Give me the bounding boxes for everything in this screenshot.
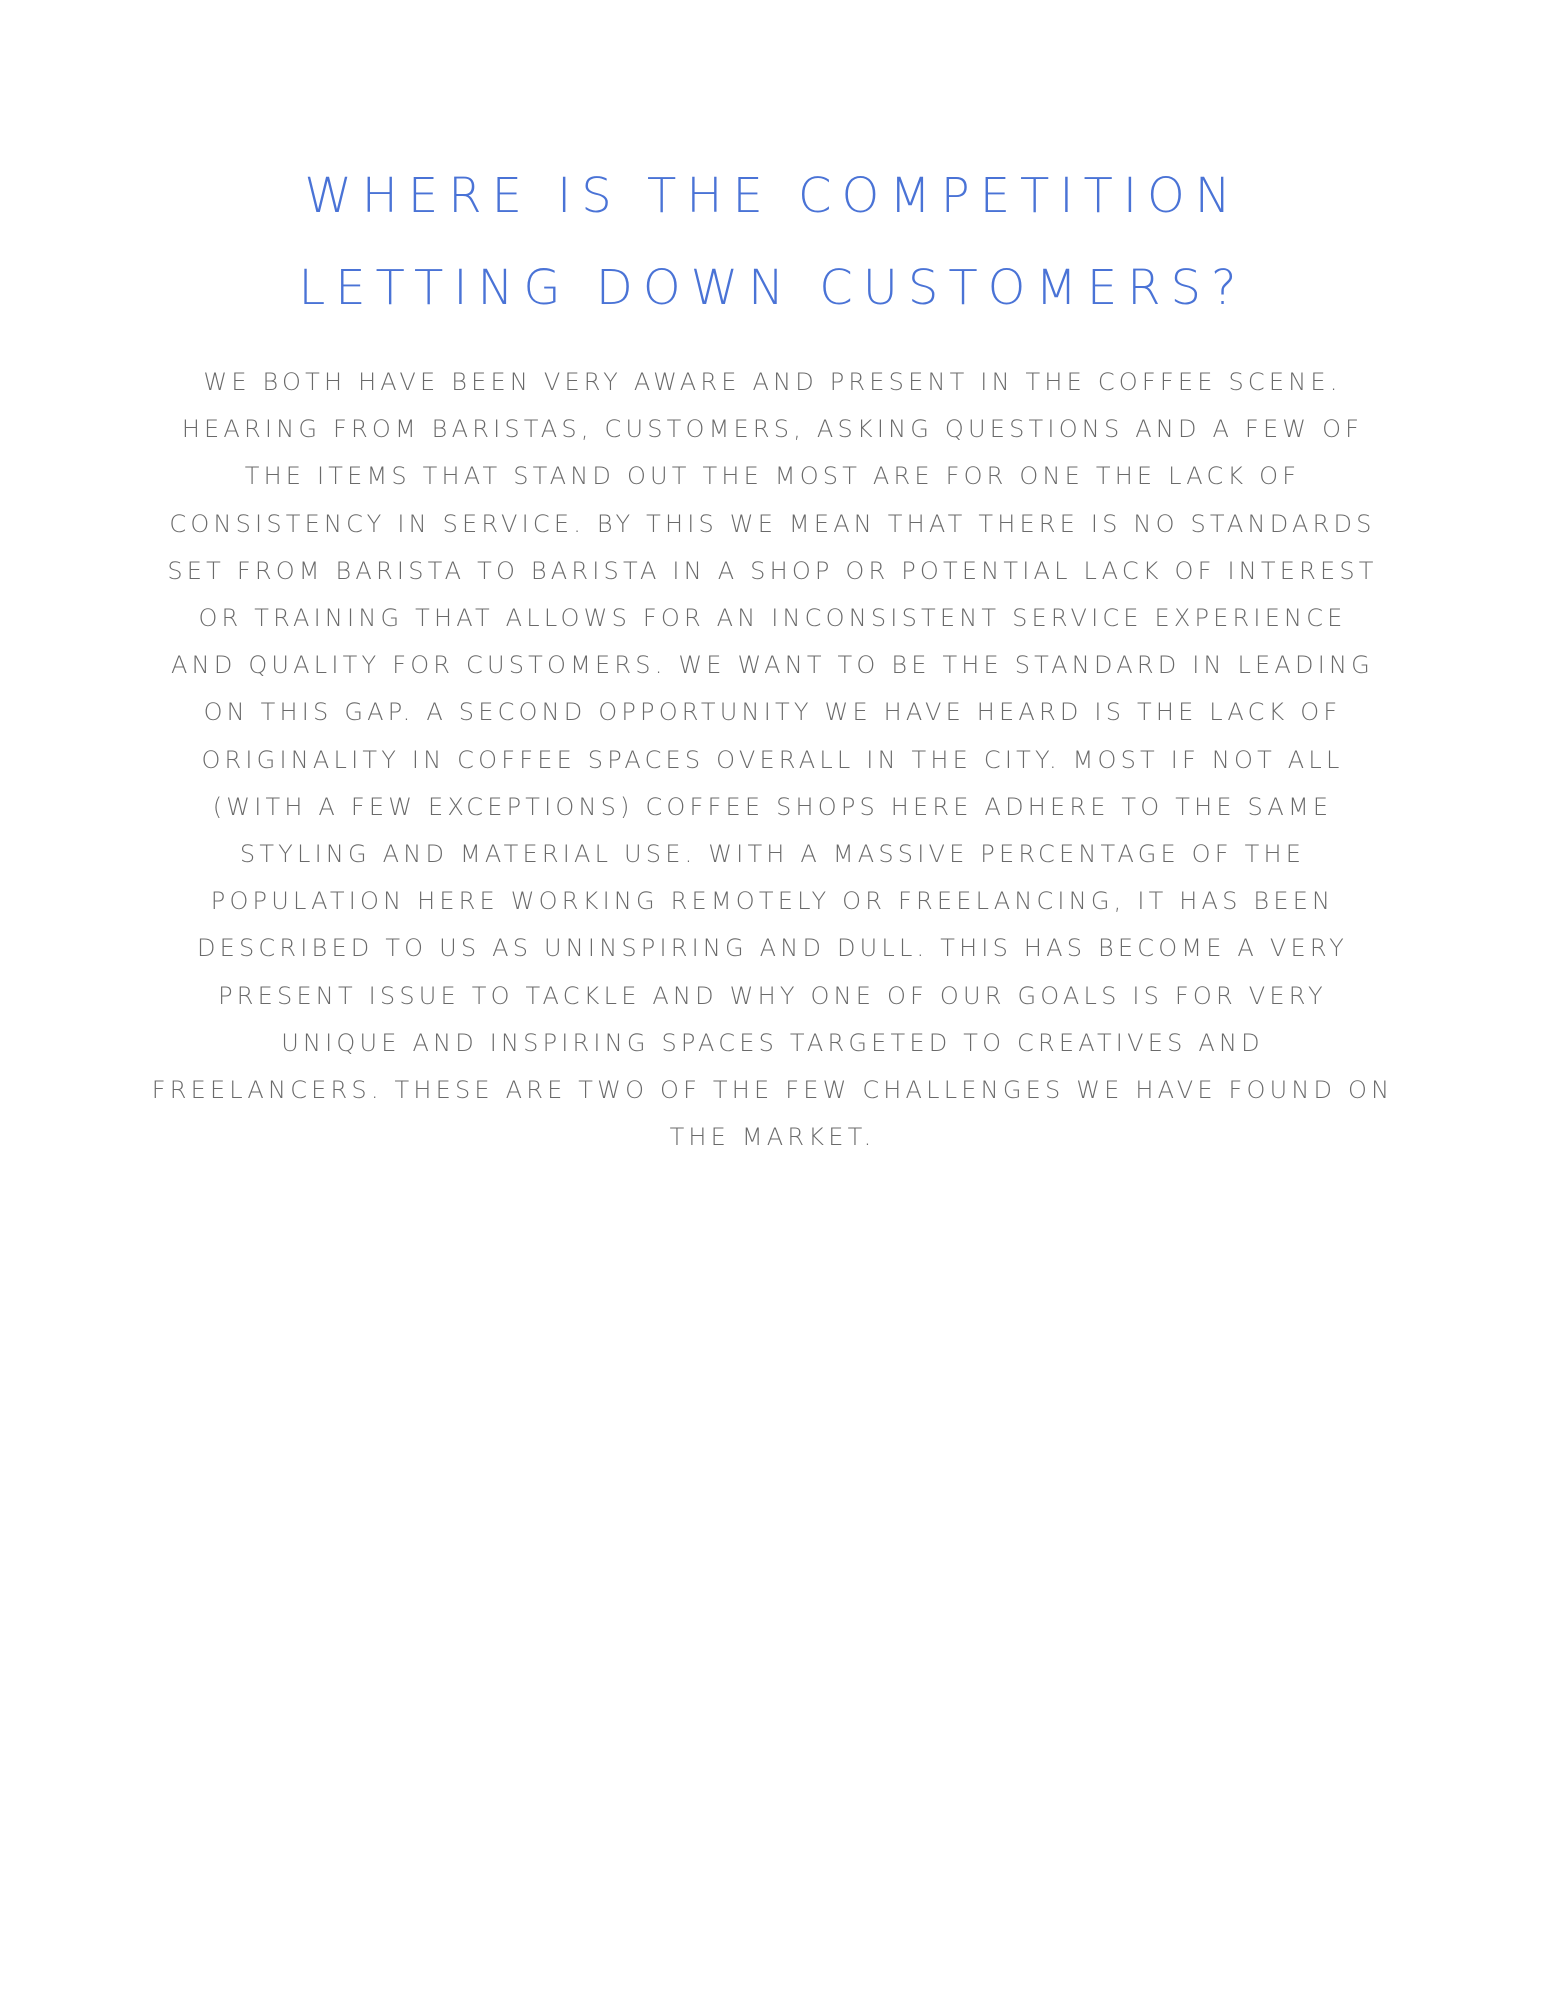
body-line: UNIQUE AND INSPIRING SPACES TARGETED TO CREATIVES AND	[281, 1028, 1264, 1057]
body-line: PRESENT ISSUE TO TACKLE AND WHY ONE OF OUR GOALS IS FOR VERY	[218, 981, 1327, 1010]
body-line: ORIGINALITY IN COFFEE SPACES OVERALL IN THE CITY. MOST IF NOT ALL	[201, 745, 1344, 774]
body-line: THE MARKET.	[669, 1123, 876, 1152]
body-line: STYLING AND MATERIAL USE. WITH A MASSIVE PERCENTAGE OF THE	[239, 840, 1306, 869]
body-line: POPULATION HERE WORKING REMOTELY OR FREELANCING, IT HAS BEEN	[210, 887, 1335, 916]
body-line: OR TRAINING THAT ALLOWS FOR AN INCONSISTENT SERVICE EXPERIENCE	[198, 604, 1347, 633]
body-paragraph	[100, 359, 1445, 1161]
body-line: THE ITEMS THAT STAND OUT THE MOST ARE FOR ONE THE LACK OF	[244, 462, 1301, 491]
body-line: FREELANCERS. THESE ARE TWO OF THE FEW CHALLENGES WE HAVE FOUND ON	[151, 1076, 1394, 1105]
page-title	[150, 150, 1395, 334]
body-line: DESCRIBED TO US AS UNINSPIRING AND DULL. THIS HAS BECOME A VERY	[196, 934, 1349, 963]
title-line-2: LETTING DOWN CUSTOMERS?	[298, 260, 1247, 316]
body-line: SET FROM BARISTA TO BARISTA IN A SHOP OR POTENTIAL LACK OF INTEREST	[167, 556, 1378, 585]
body-line: CONSISTENCY IN SERVICE. BY THIS WE MEAN THAT THERE IS NO STANDARDS	[169, 509, 1376, 538]
title-line-1: WHERE IS THE COMPETITION	[304, 168, 1241, 224]
body-line: WE BOTH HAVE BEEN VERY AWARE AND PRESENT IN THE COFFEE SCENE.	[203, 368, 1342, 396]
body-line: ON THIS GAP. A SECOND OPPORTUNITY WE HAVE HEARD IS THE LACK OF	[203, 698, 1342, 727]
body-line: HEARING FROM BARISTAS, CUSTOMERS, ASKING QUESTIONS AND A FEW OF	[181, 415, 1364, 444]
body-line: (WITH A FEW EXCEPTIONS) COFFEE SHOPS HERE ADHERE TO THE SAME	[212, 792, 1333, 821]
body-line: AND QUALITY FOR CUSTOMERS. WE WANT TO BE THE STANDARD IN LEADING	[171, 651, 1374, 680]
